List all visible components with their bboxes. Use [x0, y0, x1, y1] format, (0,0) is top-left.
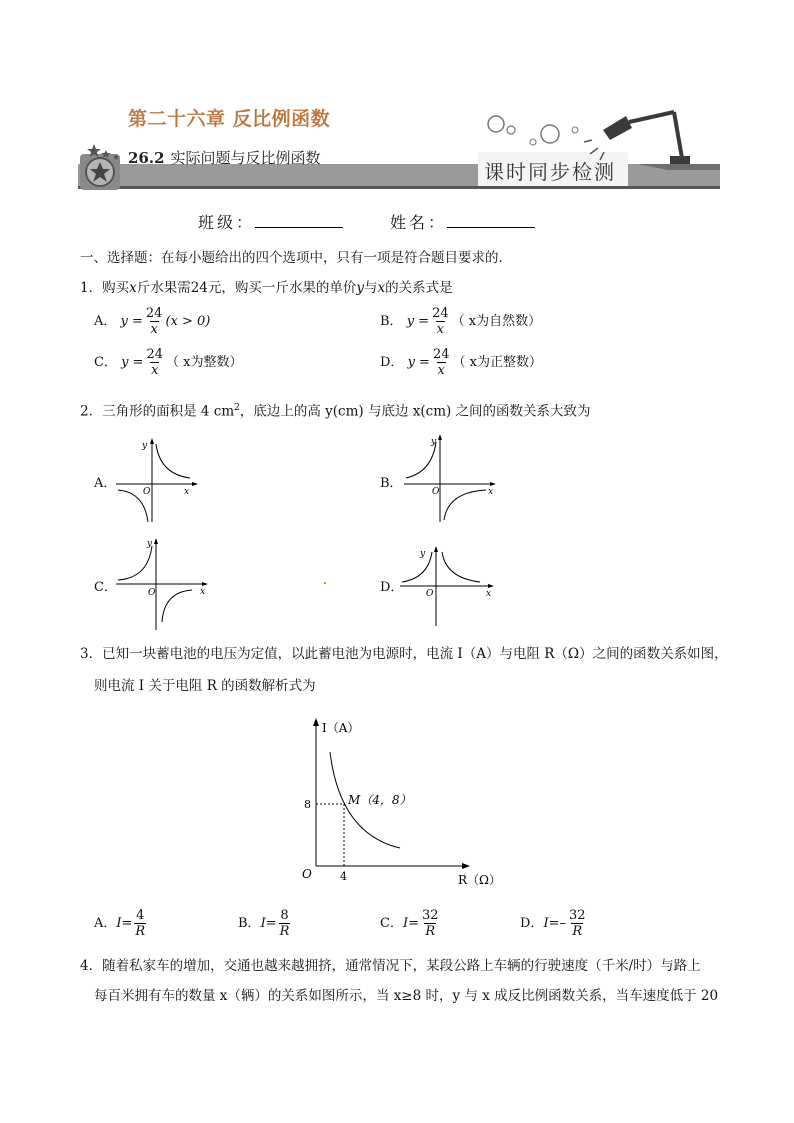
- q4-line-2: 每百米拥有车的数量 x（辆）的关系如图所示，当 x≥8 时，y 与 x 成反比例函数关系，当车速度低于 20: [94, 988, 719, 1004]
- svg-text:x: x: [486, 589, 492, 599]
- q4-line-1: 4．随着私家车的增加，交通也越来越拥挤，通常情况下，某段公路上车辆的行驶速度（千米/时）与路上: [80, 958, 701, 974]
- fraction: $\frac{24}{x}$: [146, 347, 164, 378]
- q3-option-d: D．I=– $\frac{32}{R}$: [520, 908, 586, 939]
- svg-text:I（A）: I（A）: [322, 721, 360, 735]
- q1-option-d: D． y = $\frac{24}{x}$ （ x为正整数）: [380, 347, 542, 378]
- svg-text:O: O: [302, 867, 312, 881]
- q2-label-d: D．: [380, 580, 404, 595]
- svg-text:R（Ω）: R（Ω）: [458, 873, 501, 887]
- svg-text:O: O: [143, 487, 151, 497]
- name-field: [390, 210, 535, 233]
- q2-graph-c: [114, 536, 214, 632]
- fraction: $\frac{32}{R}$: [568, 908, 586, 939]
- svg-text:M（4，8）: M（4，8）: [348, 793, 412, 807]
- class-label: 班级：: [198, 213, 256, 232]
- header-tag: 课时同步检测: [484, 160, 616, 184]
- svg-text:O: O: [148, 588, 156, 598]
- q2-graph-a: [112, 436, 202, 526]
- q3-stem-2: 则电流 I 关于电阻 R 的函数解析式为: [94, 678, 316, 694]
- q2-graph-b: [402, 432, 502, 524]
- fraction: $\frac{24}{x}$: [432, 347, 450, 378]
- q2-label-b: B．: [380, 476, 403, 491]
- section1-title: 一、选择题：在每小题给出的四个选项中，只有一项是符合题目要求的．: [80, 250, 512, 266]
- svg-text:4: 4: [340, 870, 347, 883]
- q2-graph-d: [398, 544, 502, 628]
- svg-text:x: x: [200, 587, 206, 597]
- q1-option-c: C． y = $\frac{24}{x}$ （ x为整数）: [94, 347, 243, 378]
- svg-text:8: 8: [304, 798, 311, 811]
- q3-option-a: A．I= $\frac{4}{R}$: [94, 908, 146, 939]
- class-field: [198, 210, 343, 233]
- svg-text:O: O: [426, 589, 434, 599]
- q3-option-c: C．I= $\frac{32}{R}$: [380, 908, 439, 939]
- section-number: 26.2: [128, 149, 165, 167]
- q1-option-b: B． y = $\frac{24}{x}$ （ x为自然数）: [380, 306, 542, 337]
- fraction: $\frac{8}{R}$: [279, 908, 290, 939]
- svg-text:y: y: [431, 437, 437, 447]
- name-blank: [447, 213, 535, 228]
- fraction: $\frac{24}{x}$: [432, 306, 449, 337]
- q3-graph: [296, 714, 506, 890]
- q3-option-b: B．I= $\frac{8}{R}$: [238, 908, 290, 939]
- svg-text:x: x: [184, 487, 190, 497]
- q2-label-c: C．: [94, 580, 117, 595]
- q2-label-a: A．: [94, 476, 117, 491]
- svg-text:y: y: [420, 549, 426, 559]
- class-blank: [255, 213, 343, 228]
- svg-text:y: y: [147, 539, 153, 549]
- q1-option-a: A． y = $\frac{24}{x}$ (x > 0): [94, 306, 211, 337]
- svg-text:O: O: [432, 487, 440, 497]
- fraction: $\frac{24}{x}$: [145, 306, 163, 337]
- chapter-title: 第二十六章 反比例函数: [128, 108, 331, 130]
- q3-stem-1: 3．已知一块蓄电池的电压为定值，以此蓄电池为电源时，电流 I（A）与电阻 R（Ω）之间的函数关系如图，: [80, 646, 728, 662]
- q2-stem: 2．三角形的面积是 4 $cm^2$，底边上的高 y(cm) 与底边 x(cm) 之间的函数关系大致为: [80, 403, 591, 420]
- svg-text:x: x: [488, 487, 494, 497]
- section-name: 实际问题与反比例函数: [170, 149, 321, 167]
- fraction: $\frac{32}{R}$: [421, 908, 439, 939]
- name-label: 姓名：: [390, 213, 448, 232]
- svg-text:y: y: [142, 441, 148, 451]
- section-title: [128, 147, 321, 168]
- stray-dot: [324, 582, 326, 584]
- q1-stem: 1．购买x斤水果需24元，购买一斤水果的单价y与x的关系式是: [80, 280, 453, 296]
- fraction: $\frac{4}{R}$: [135, 908, 146, 939]
